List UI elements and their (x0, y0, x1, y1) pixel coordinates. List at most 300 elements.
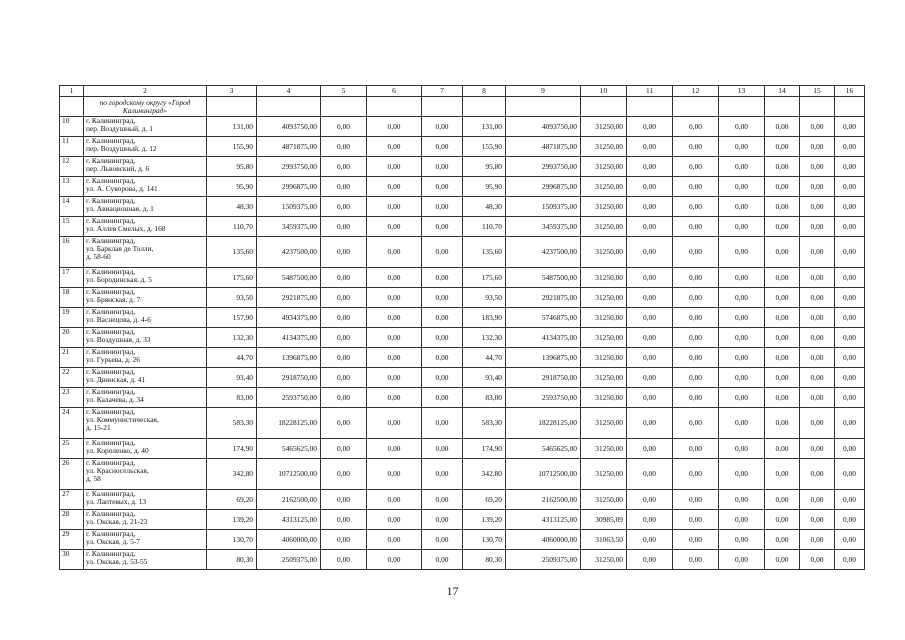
value-cell: 0,00 (673, 459, 719, 490)
address-cell (84, 288, 207, 308)
value-cell: 0,00 (321, 459, 367, 490)
address-line: пер. Воздушный, д. 12 (86, 143, 157, 153)
value-cell: 2918750,00 (257, 368, 321, 388)
value-cell: 0,00 (765, 459, 800, 490)
table-row (60, 388, 865, 408)
value-cell: 0,00 (719, 268, 765, 288)
value-cell: 0,00 (627, 439, 673, 459)
value-cell: 0,00 (835, 157, 865, 177)
value-cell: 2509375,00 (257, 550, 321, 570)
value-cell: 130,70 (207, 530, 257, 550)
value-cell: 0,00 (835, 550, 865, 570)
data-table (59, 85, 865, 570)
column-number-header: 11 (627, 86, 673, 97)
value-cell: 0,00 (800, 137, 835, 157)
value-cell: 0,00 (719, 217, 765, 237)
value-cell: 0,00 (367, 237, 422, 268)
value-cell: 4934375,00 (257, 308, 321, 328)
value-cell: 0,00 (800, 177, 835, 197)
value-cell: 0,00 (800, 157, 835, 177)
value-cell: 0,00 (422, 197, 463, 217)
value-cell: 31250,00 (581, 550, 627, 570)
row-number: 25 (60, 439, 84, 459)
value-cell: 0,00 (719, 348, 765, 368)
table-row (60, 439, 865, 459)
value-cell: 5487500,00 (257, 268, 321, 288)
address-cell (84, 268, 207, 288)
value-cell: 0,00 (422, 288, 463, 308)
value-cell: 2921875,00 (506, 288, 581, 308)
table-row (60, 348, 865, 368)
value-cell: 0,00 (422, 439, 463, 459)
value-cell: 0,00 (422, 459, 463, 490)
table-row (60, 408, 865, 439)
address-line: ул. Аллея Смелых, д. 168 (86, 223, 166, 233)
row-number: 19 (60, 308, 84, 328)
value-cell: 0,00 (719, 117, 765, 137)
value-cell: 0,00 (719, 388, 765, 408)
value-cell: 0,00 (627, 197, 673, 217)
row-number: 20 (60, 328, 84, 348)
value-cell: 0,00 (765, 510, 800, 530)
table-row (60, 550, 865, 570)
value-cell: 0,00 (719, 137, 765, 157)
address-line: ул. Бородинская, д. 5 (86, 274, 152, 284)
value-cell: 0,00 (321, 490, 367, 510)
value-cell: 93,50 (207, 288, 257, 308)
value-cell: 0,00 (719, 459, 765, 490)
value-cell: 0,00 (627, 217, 673, 237)
value-cell: 0,00 (800, 237, 835, 268)
value-cell: 18228125,00 (257, 408, 321, 439)
value-cell: 0,00 (800, 530, 835, 550)
value-cell: 0,00 (367, 117, 422, 137)
value-cell: 155,90 (463, 137, 506, 157)
value-cell: 0,00 (765, 237, 800, 268)
value-cell: 0,00 (673, 157, 719, 177)
value-cell: 0,00 (673, 408, 719, 439)
value-cell: 0,00 (673, 177, 719, 197)
value-cell: 31250,00 (581, 197, 627, 217)
table-row (60, 157, 865, 177)
value-cell: 2509375,00 (506, 550, 581, 570)
value-cell: 131,00 (207, 117, 257, 137)
table-row (60, 177, 865, 197)
value-cell: 1396875,00 (506, 348, 581, 368)
value-cell: 0,00 (367, 368, 422, 388)
value-cell: 0,00 (800, 197, 835, 217)
subheader-row (60, 97, 865, 117)
value-cell: 0,00 (367, 490, 422, 510)
value-cell: 0,00 (422, 510, 463, 530)
address-line: д. 15-21 (86, 422, 111, 432)
value-cell: 0,00 (321, 530, 367, 550)
value-cell: 44,70 (463, 348, 506, 368)
value-cell: 2162500,00 (257, 490, 321, 510)
table-row (60, 530, 865, 550)
value-cell: 95,80 (207, 157, 257, 177)
table-row (60, 288, 865, 308)
column-number-header: 5 (321, 86, 367, 97)
value-cell: 0,00 (321, 550, 367, 570)
value-cell: 0,00 (673, 550, 719, 570)
value-cell: 0,00 (765, 288, 800, 308)
address-cell (84, 439, 207, 459)
value-cell: 0,00 (627, 117, 673, 137)
value-cell: 4134375,00 (257, 328, 321, 348)
address-cell (84, 408, 207, 439)
address-line: г. Калининград, (86, 116, 136, 125)
column-number-header: 2 (84, 86, 207, 97)
value-cell: 157,90 (207, 308, 257, 328)
address-cell (84, 388, 207, 408)
value-cell: 0,00 (367, 157, 422, 177)
address-line: ул. Двинская, д. 41 (86, 374, 146, 384)
column-number-header: 7 (422, 86, 463, 97)
value-cell: 5465625,00 (506, 439, 581, 459)
address-line: г. Калининград, (86, 176, 136, 185)
value-cell: 342,80 (463, 459, 506, 490)
address-line: ул. Авиационная, д. 1 (86, 203, 154, 213)
row-number: 24 (60, 408, 84, 439)
column-number-header: 16 (835, 86, 865, 97)
value-cell: 0,00 (627, 237, 673, 268)
row-number: 26 (60, 459, 84, 490)
value-cell: 0,00 (367, 348, 422, 368)
value-cell: 0,00 (321, 217, 367, 237)
value-cell: 4871875,00 (257, 137, 321, 157)
address-line: г. Калининград, (86, 489, 136, 498)
table-row (60, 308, 865, 328)
address-line: г. Калининград, (86, 509, 136, 518)
value-cell: 0,00 (719, 490, 765, 510)
value-cell: 31250,00 (581, 137, 627, 157)
address-line: г. Калининград, (86, 407, 136, 416)
table-row (60, 237, 865, 268)
value-cell: 583,30 (207, 408, 257, 439)
value-cell: 0,00 (800, 328, 835, 348)
value-cell: 48,30 (207, 197, 257, 217)
value-cell: 0,00 (800, 408, 835, 439)
value-cell: 0,00 (321, 177, 367, 197)
value-cell: 0,00 (673, 308, 719, 328)
column-number-header: 1 (60, 86, 84, 97)
value-cell: 93,40 (463, 368, 506, 388)
value-cell: 0,00 (719, 368, 765, 388)
column-number-header: 12 (673, 86, 719, 97)
table-row (60, 510, 865, 530)
value-cell: 0,00 (800, 348, 835, 368)
value-cell: 2162500,00 (506, 490, 581, 510)
value-cell: 0,00 (765, 490, 800, 510)
value-cell: 69,20 (207, 490, 257, 510)
value-cell: 31250,00 (581, 459, 627, 490)
address-cell (84, 550, 207, 570)
value-cell: 110,70 (463, 217, 506, 237)
value-cell: 0,00 (673, 288, 719, 308)
value-cell: 0,00 (367, 439, 422, 459)
value-cell: 0,00 (367, 408, 422, 439)
row-number: 29 (60, 530, 84, 550)
value-cell: 0,00 (835, 408, 865, 439)
value-cell: 0,00 (627, 550, 673, 570)
value-cell: 0,00 (627, 388, 673, 408)
value-cell: 0,00 (835, 490, 865, 510)
column-number-header: 6 (367, 86, 422, 97)
value-cell: 0,00 (422, 268, 463, 288)
row-number: 14 (60, 197, 84, 217)
row-number: 11 (60, 137, 84, 157)
address-cell (84, 510, 207, 530)
address-line: д. 58 (86, 473, 101, 483)
value-cell: 0,00 (673, 268, 719, 288)
value-cell: 0,00 (765, 197, 800, 217)
value-cell: 4134375,00 (506, 328, 581, 348)
value-cell: 0,00 (422, 157, 463, 177)
column-number-row (60, 86, 865, 97)
value-cell: 132,30 (463, 328, 506, 348)
value-cell: 0,00 (673, 197, 719, 217)
value-cell: 31250,00 (581, 388, 627, 408)
value-cell: 1509375,00 (506, 197, 581, 217)
value-cell: 93,40 (207, 368, 257, 388)
value-cell: 0,00 (835, 368, 865, 388)
value-cell: 0,00 (800, 368, 835, 388)
value-cell: 0,00 (835, 268, 865, 288)
value-cell: 2996875,00 (506, 177, 581, 197)
value-cell: 0,00 (800, 510, 835, 530)
value-cell: 95,90 (207, 177, 257, 197)
row-number: 10 (60, 117, 84, 137)
value-cell: 31250,00 (581, 490, 627, 510)
address-line: г. Калининград, (86, 136, 136, 145)
value-cell: 0,00 (719, 510, 765, 530)
address-line: г. Калининград, (86, 216, 136, 225)
value-cell: 31250,00 (581, 308, 627, 328)
value-cell: 0,00 (800, 439, 835, 459)
value-cell: 69,20 (463, 490, 506, 510)
value-cell: 0,00 (627, 328, 673, 348)
value-cell: 0,00 (627, 288, 673, 308)
value-cell: 0,00 (765, 368, 800, 388)
value-cell: 0,00 (422, 408, 463, 439)
value-cell: 2993750,00 (257, 157, 321, 177)
value-cell: 2593750,00 (257, 388, 321, 408)
value-cell: 0,00 (719, 530, 765, 550)
value-cell: 0,00 (835, 439, 865, 459)
address-cell (84, 308, 207, 328)
address-line: г. Калининград, (86, 236, 136, 245)
value-cell: 0,00 (627, 490, 673, 510)
address-line: ул. Барклая де Толли, (86, 243, 154, 253)
value-cell: 0,00 (673, 328, 719, 348)
address-cell (84, 328, 207, 348)
value-cell: 0,00 (367, 217, 422, 237)
value-cell: 0,00 (321, 268, 367, 288)
row-number: 21 (60, 348, 84, 368)
value-cell: 0,00 (321, 328, 367, 348)
value-cell: 0,00 (321, 388, 367, 408)
value-cell: 4313125,00 (257, 510, 321, 530)
value-cell: 0,00 (835, 308, 865, 328)
table-row (60, 117, 865, 137)
value-cell: 0,00 (422, 388, 463, 408)
value-cell: 0,00 (321, 308, 367, 328)
address-cell (84, 177, 207, 197)
value-cell: 0,00 (719, 308, 765, 328)
value-cell: 175,60 (463, 268, 506, 288)
subheader-label: по городскому округу «Город Калининград» (84, 97, 207, 117)
value-cell: 0,00 (800, 550, 835, 570)
value-cell: 0,00 (367, 177, 422, 197)
value-cell: 0,00 (627, 459, 673, 490)
address-line: пер. Воздушный, д. 1 (86, 123, 153, 133)
value-cell: 44,70 (207, 348, 257, 368)
value-cell: 31250,00 (581, 328, 627, 348)
column-number-header: 13 (719, 86, 765, 97)
value-cell: 0,00 (422, 137, 463, 157)
value-cell: 0,00 (800, 308, 835, 328)
value-cell: 95,80 (463, 157, 506, 177)
value-cell: 2993750,00 (506, 157, 581, 177)
address-line: ул. Коммунистическая, (86, 414, 159, 424)
address-line: ул. Калачева, д. 34 (86, 394, 144, 404)
address-line: г. Калининград, (86, 438, 136, 447)
value-cell: 155,90 (207, 137, 257, 157)
address-line: ул. Окская, д. 53-55 (86, 556, 148, 566)
value-cell: 174,90 (207, 439, 257, 459)
value-cell: 0,00 (422, 237, 463, 268)
value-cell: 80,30 (463, 550, 506, 570)
value-cell: 0,00 (800, 117, 835, 137)
value-cell: 31063,50 (581, 530, 627, 550)
address-cell (84, 197, 207, 217)
value-cell: 0,00 (835, 459, 865, 490)
value-cell: 0,00 (800, 490, 835, 510)
address-cell (84, 217, 207, 237)
value-cell: 1509375,00 (257, 197, 321, 217)
value-cell: 0,00 (800, 459, 835, 490)
value-cell: 110,70 (207, 217, 257, 237)
address-line: ул. Воздушная, д. 33 (86, 334, 151, 344)
value-cell: 0,00 (765, 177, 800, 197)
value-cell: 0,00 (835, 237, 865, 268)
address-line: ул. Гурьева, д. 26 (86, 354, 140, 364)
value-cell: 0,00 (765, 137, 800, 157)
address-line: г. Калининград, (86, 367, 136, 376)
table-row (60, 217, 865, 237)
value-cell: 0,00 (627, 308, 673, 328)
value-cell: 3459375,00 (257, 217, 321, 237)
value-cell: 0,00 (835, 177, 865, 197)
address-cell (84, 490, 207, 510)
value-cell: 3459375,00 (506, 217, 581, 237)
value-cell: 0,00 (673, 490, 719, 510)
value-cell: 0,00 (422, 368, 463, 388)
value-cell: 4313125,00 (506, 510, 581, 530)
value-cell: 31250,00 (581, 288, 627, 308)
value-cell: 2918750,00 (506, 368, 581, 388)
value-cell: 0,00 (835, 510, 865, 530)
value-cell: 31250,00 (581, 177, 627, 197)
value-cell: 0,00 (765, 157, 800, 177)
address-line: ул. Окская, д. 21-23 (86, 516, 148, 526)
row-number: 30 (60, 550, 84, 570)
table-row (60, 268, 865, 288)
column-number-header: 8 (463, 86, 506, 97)
value-cell: 0,00 (835, 197, 865, 217)
value-cell: 0,00 (321, 408, 367, 439)
value-cell: 583,30 (463, 408, 506, 439)
value-cell: 0,00 (627, 157, 673, 177)
value-cell: 0,00 (321, 368, 367, 388)
value-cell: 0,00 (627, 268, 673, 288)
value-cell: 0,00 (765, 408, 800, 439)
page-number: 17 (446, 584, 459, 598)
value-cell: 30985,09 (581, 510, 627, 530)
value-cell: 342,80 (207, 459, 257, 490)
value-cell: 0,00 (835, 217, 865, 237)
value-cell: 130,70 (463, 530, 506, 550)
value-cell: 4060000,00 (257, 530, 321, 550)
value-cell: 10712500,00 (506, 459, 581, 490)
address-cell (84, 530, 207, 550)
value-cell: 0,00 (673, 348, 719, 368)
value-cell: 0,00 (422, 530, 463, 550)
table-row (60, 368, 865, 388)
value-cell: 0,00 (321, 117, 367, 137)
address-line: г. Калининград, (86, 156, 136, 165)
value-cell: 4237500,00 (506, 237, 581, 268)
address-cell (84, 459, 207, 490)
value-cell: 93,50 (463, 288, 506, 308)
address-cell (84, 137, 207, 157)
value-cell: 31250,00 (581, 117, 627, 137)
value-cell: 0,00 (835, 348, 865, 368)
value-cell: 0,00 (800, 388, 835, 408)
value-cell: 0,00 (719, 288, 765, 308)
address-line: д. 58-60 (86, 251, 111, 261)
value-cell: 31250,00 (581, 217, 627, 237)
value-cell: 0,00 (367, 308, 422, 328)
value-cell: 0,00 (673, 217, 719, 237)
value-cell: 0,00 (765, 530, 800, 550)
value-cell: 0,00 (367, 530, 422, 550)
value-cell: 0,00 (367, 268, 422, 288)
value-cell: 0,00 (719, 197, 765, 217)
value-cell: 0,00 (719, 177, 765, 197)
value-cell: 18228125,00 (506, 408, 581, 439)
value-cell: 0,00 (835, 117, 865, 137)
value-cell: 0,00 (765, 439, 800, 459)
column-number-header: 14 (765, 86, 800, 97)
address-line: ул. Короленко, д. 40 (86, 445, 149, 455)
value-cell: 0,00 (321, 510, 367, 530)
address-line: ул. Васнецова, д. 4-6 (86, 314, 151, 324)
column-number-header: 15 (800, 86, 835, 97)
value-cell: 183,90 (463, 308, 506, 328)
value-cell: 0,00 (367, 510, 422, 530)
value-cell: 0,00 (673, 510, 719, 530)
value-cell: 0,00 (321, 288, 367, 308)
value-cell: 4237500,00 (257, 237, 321, 268)
value-cell: 31250,00 (581, 157, 627, 177)
table-row (60, 137, 865, 157)
column-number-header: 3 (207, 86, 257, 97)
value-cell: 132,30 (207, 328, 257, 348)
value-cell: 0,00 (367, 197, 422, 217)
value-cell: 0,00 (673, 117, 719, 137)
